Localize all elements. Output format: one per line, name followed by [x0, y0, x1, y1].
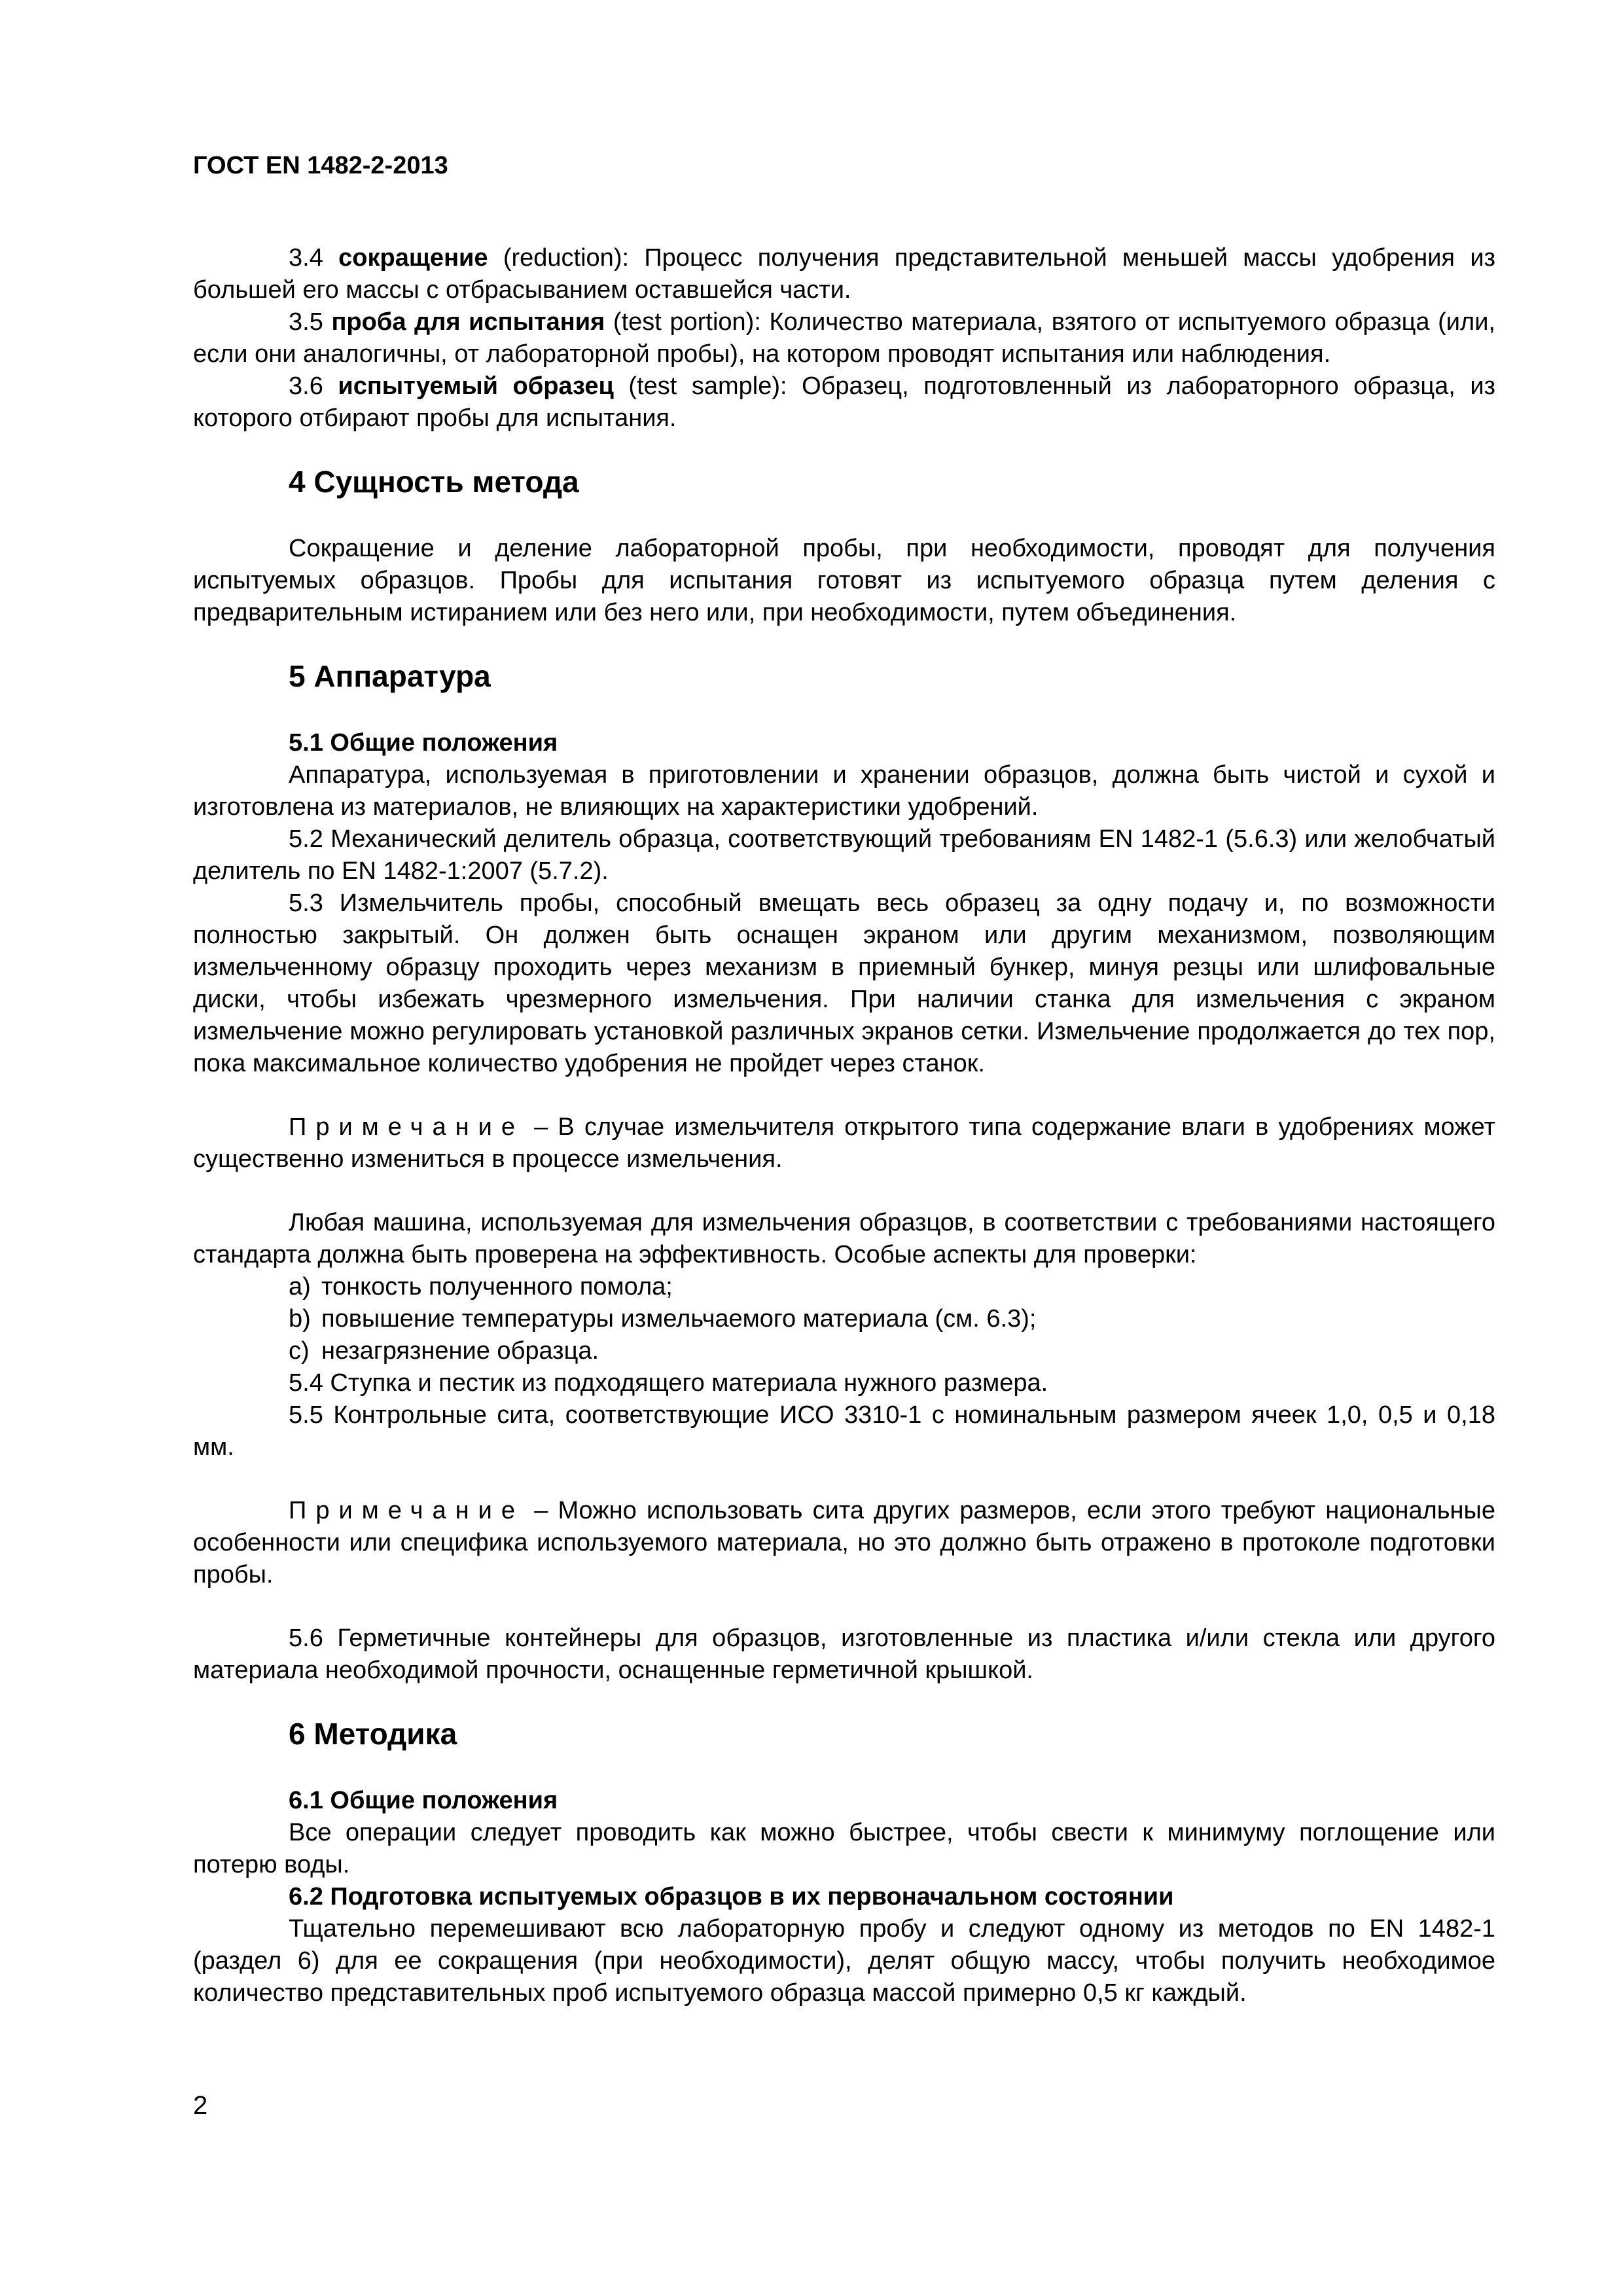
paragraph-machine-check: Любая машина, используемая для измельчения образцов, в соответствии с требованиями настоящего стандарта должна быть проверена на эффективность. Особые аспекты для проверки: [193, 1209, 1495, 1268]
section-4-paragraph: Сокращение и деление лабораторной пробы, при необходимости, проводят для получения испытуемых образцов. Пробы для испытания готовят из испытуемого образца путем деления с предварительным истиранием или без него или, при необходимости, путем объединения. [193, 535, 1495, 626]
paragraph-5-4: 5.4 Ступка и пестик из подходящего материала нужного размера. [289, 1369, 1048, 1397]
list-marker: b) [289, 1305, 311, 1333]
paragraph-5-1: Аппаратура, используемая в приготовлении и хранении образцов, должна быть чистой и сухой и изготовлена из материалов, не влияющих на характеристики удобрений. [193, 761, 1495, 821]
page-number: 2 [193, 2091, 208, 2120]
subsection-6-1-heading: 6.1 Общие положения [289, 1787, 558, 1814]
paragraph-3-6 [193, 370, 1495, 435]
paragraph-5-2: 5.2 Механический делитель образца, соответствующий требованиям EN 1482-1 (5.6.3) или желобчатый делитель по EN 1482-1:2007 (5.7.2). [193, 825, 1495, 885]
term: проба для испытания [331, 308, 605, 336]
list-item [193, 1271, 1495, 1303]
document-body [193, 242, 1495, 2009]
note-2 [193, 1495, 1495, 1591]
term: сокращение [338, 244, 488, 272]
note-text: – Можно использовать сита других размеров, если этого требуют национальные особенности или специфика используемого материала, но это должно быть отражено в протоколе подготовки пробы. [193, 1497, 1495, 1588]
clause-number: 3.4 [289, 244, 339, 272]
paragraph-3-4 [193, 242, 1495, 306]
list-text: повышение температуры измельчаемого материала (см. 6.3); [321, 1305, 1037, 1333]
paragraph-5-6: 5.6 Герметичные контейнеры для образцов, изготовленные из пластика и/или стекла или другого материала необходимой прочности, оснащенные герметичной крышкой. [193, 1624, 1495, 1684]
list-marker: c) [289, 1337, 310, 1365]
paragraph-5-5: 5.5 Контрольные сита, соответствующие ИСО 3310-1 с номинальным размером ячеек 1,0, 0,5 и 0,18 мм. [193, 1401, 1495, 1461]
paragraph-3-5 [193, 306, 1495, 370]
note-text: – В случае измельчителя открытого типа содержание влаги в удобрениях может существенно измениться в процессе измельчения. [193, 1113, 1495, 1173]
section-6-heading: 6 Методика [289, 1717, 457, 1751]
clause-number: 3.5 [289, 308, 332, 336]
section-4-heading: 4 Сущность метода [289, 465, 579, 499]
note-label: Примечание [289, 1113, 524, 1141]
list-item [193, 1303, 1495, 1335]
list-marker: a) [289, 1273, 311, 1300]
term: испытуемый образец [338, 372, 614, 400]
document-header: ГОСТ EN 1482-2-2013 [193, 152, 448, 179]
subsection-6-2-heading: 6.2 Подготовка испытуемых образцов в их первоначальном состоянии [289, 1883, 1174, 1910]
definition: (test sample): Образец, подготовленный из лабораторного образца, из которого отбирают пробы для испытания. [193, 372, 1496, 432]
definition: (reduction): Процесс получения представительной меньшей массы удобрения из большей его массы с отбрасыванием оставшейся части. [193, 244, 1495, 304]
paragraph-6-2: Тщательно перемешивают всю лабораторную пробу и следуют одному из методов по EN 1482-1 (раздел 6) для ее сокращения (при необходимости), делят общую массу, чтобы получить необходимое количество представительных проб испытуемого образца массой примерно 0,5 кг каждый. [193, 1915, 1495, 2007]
list-item [193, 1335, 1495, 1367]
list-text: тонкость полученного помола; [321, 1273, 673, 1300]
paragraph-6-1: Все операции следует проводить как можно быстрее, чтобы свести к минимуму поглощение или потерю воды. [193, 1819, 1495, 1878]
section-5-heading: 5 Аппаратура [289, 659, 491, 693]
definition: (test portion): Количество материала, взятого от испытуемого образца (или, если они аналогичны, от лабораторной пробы), на котором проводят испытания или наблюдения. [193, 308, 1495, 368]
paragraph-5-3: 5.3 Измельчитель пробы, способный вмещать весь образец за одну подачу и, по возможности полностью закрытый. Он должен быть оснащен экраном или другим механизмом, позволяющим измельченному образцу проходить через механизм в приемный бункер, минуя резцы или шлифовальные диски, чтобы избежать чрезмерного измельчения. При наличии станка для измельчения с экраном измельчение можно регулировать установкой различных экранов сетки. Измельчение продолжается до тех пор, пока максимальное количество удобрения не пройдет через станок. [193, 889, 1495, 1077]
note-1 [193, 1111, 1495, 1175]
note-label: Примечание [289, 1497, 524, 1524]
list-text: незагрязнение образца. [321, 1337, 599, 1365]
subsection-5-1-heading: 5.1 Общие положения [289, 729, 558, 757]
clause-number: 3.6 [289, 372, 338, 400]
